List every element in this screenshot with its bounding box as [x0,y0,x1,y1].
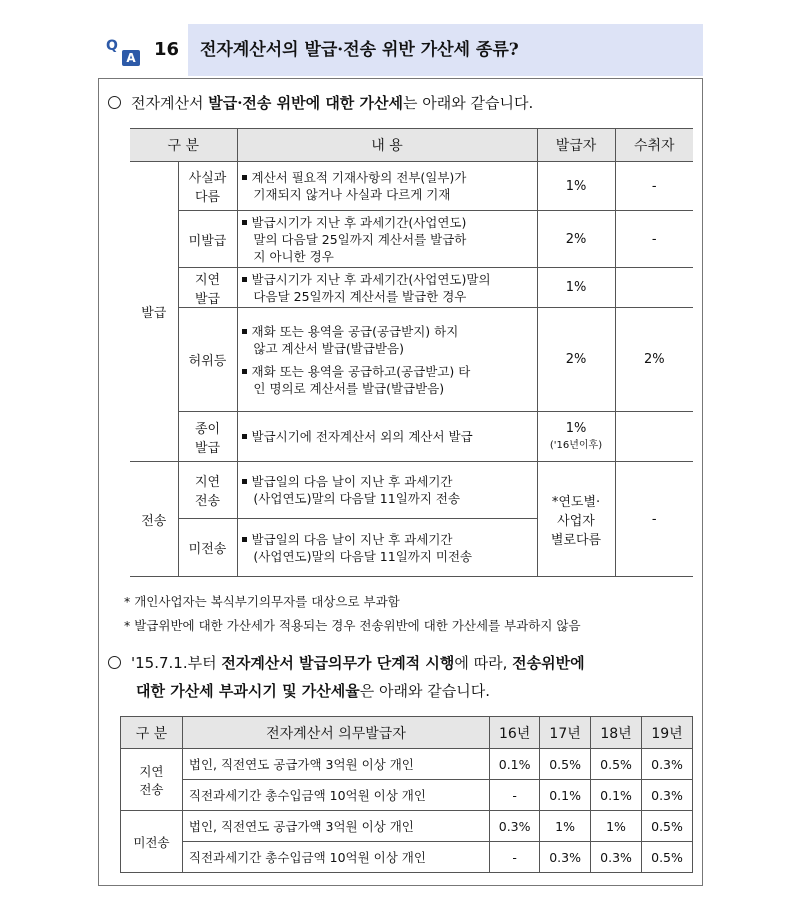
row-receiver [615,412,693,462]
bullet-1 [108,92,533,113]
who-cell: 직전과세기간 총수입금액 10억원 이상 개인 [182,780,489,811]
rate-table [120,716,693,873]
group-delay-send: 지연 전송 [121,749,183,811]
rate-cell: 0.3% [642,749,693,780]
send-issuer: *연도별· 사업자 별로다름 [537,462,615,577]
who-cell: 법인, 직전연도 공급가액 3억원 이상 개인 [182,749,489,780]
col-header-16: 16년 [490,717,540,749]
col-header-18: 18년 [591,717,642,749]
row-issuer: 1% ('16년이후) [537,412,615,462]
row-content: 계산서 필요적 기재사항의 전부(일부)가 기재되지 않거나 사실과 다르게 기재 [237,162,537,211]
row-content: 발급시기가 지난 후 과세기간(사업연도)말의 다음달 25일까지 계산서를 발급한 경우 [237,268,537,308]
circle-bullet-icon [108,656,121,669]
bullet-2-pre: '15.7.1.부터 [131,654,222,672]
rate-cell: 0.5% [642,811,693,842]
qa-icon [106,38,144,66]
row-sub-label: 사실과 다름 [178,162,237,211]
question-number: 16 [154,39,180,60]
rate-cell: 0.5% [540,749,591,780]
qa-q-letter: Q [106,38,118,54]
rate-cell: 0.5% [591,749,642,780]
rate-cell: 0.3% [591,842,642,873]
row-content: 발급일의 다음 날이 지난 후 과세기간 (사업연도)말의 다음달 11일까지 미전송 [237,519,537,577]
row-issuer: 1% [537,268,615,308]
rate-cell: 0.5% [642,842,693,873]
col-header-category: 구 분 [121,717,183,749]
row-content: 발급시기가 지난 후 과세기간(사업연도) 말의 다음달 25일까지 계산서를 발급하 지 아니한 경우 [237,211,537,268]
bullet-2-bold2: 전송위반에 [512,654,585,672]
row-sub-label: 지연 발급 [178,268,237,308]
rate-cell: 1% [540,811,591,842]
circle-bullet-icon [108,96,121,109]
rate-cell: 0.3% [490,811,540,842]
group-not-sent: 미전송 [121,811,183,873]
bullet-2-mid: 에 따라, [454,654,513,672]
col-header-receiver: 수취자 [615,129,693,162]
question-title: 전자계산서의 발급·전송 위반 가산세 종류? [188,24,703,76]
col-header-who: 전자계산서 의무발급자 [182,717,489,749]
rate-cell: 0.3% [642,780,693,811]
row-content [237,308,537,412]
bullet-2-line2-post: 은 아래와 같습니다. [359,682,490,700]
bullet-1-post: 는 아래와 같습니다. [403,94,534,112]
row-sub-label: 지연 전송 [178,462,237,519]
rate-cell: 0.1% [591,780,642,811]
bullet-2-line-1 [108,652,585,673]
row-receiver: 2% [615,308,693,412]
group-send: 전송 [130,462,178,577]
row-sub-label: 종이 발급 [178,412,237,462]
qa-a-letter: A [122,50,140,66]
send-receiver: - [615,462,693,577]
row-receiver [615,268,693,308]
col-header-issuer: 발급자 [537,129,615,162]
row-content: 발급시기에 전자계산서 외의 계산서 발급 [237,412,537,462]
row-content-b: 재화 또는 용역을 공급하고(공급받고) 타 인 명의로 계산서를 발급(발급받음) [242,363,533,397]
col-header-19: 19년 [642,717,693,749]
bullet-1-bold: 발급·전송 위반에 대한 가산세 [208,94,403,112]
rate-cell: 1% [591,811,642,842]
rate-cell: - [490,780,540,811]
question-header [98,24,703,76]
rate-cell: 0.3% [540,842,591,873]
who-cell: 직전과세기간 총수입금액 10억원 이상 개인 [182,842,489,873]
rate-cell: - [490,842,540,873]
row-content: 발급일의 다음 날이 지난 후 과세기간 (사업연도)말의 다음달 11일까지 전송 [237,462,537,519]
rate-cell: 0.1% [490,749,540,780]
row-sub-label: 허위등 [178,308,237,412]
who-cell: 법인, 직전연도 공급가액 3억원 이상 개인 [182,811,489,842]
group-issue: 발급 [130,162,178,462]
col-header-category: 구 분 [130,129,237,162]
bullet-2-line2-bold: 대한 가산세 부과시기 및 가산세율 [136,682,360,700]
row-sub-label: 미전송 [178,519,237,577]
note-2: * 발급위반에 대한 가산세가 적용되는 경우 전송위반에 대한 가산세를 부과하지 않음 [124,618,581,633]
violation-table [130,128,693,577]
row-receiver: - [615,162,693,211]
note-1: * 개인사업자는 복식부기의무자를 대상으로 부과함 [124,594,400,609]
col-header-17: 17년 [540,717,591,749]
row-receiver: - [615,211,693,268]
row-issuer: 2% [537,308,615,412]
bullet-1-pre: 전자계산서 [131,94,209,112]
row-issuer: 1% [537,162,615,211]
row-sub-label: 미발급 [178,211,237,268]
bullet-2-line-2 [136,680,490,701]
col-header-content: 내 용 [237,129,537,162]
rate-cell: 0.1% [540,780,591,811]
row-issuer: 2% [537,211,615,268]
row-content-a: 재화 또는 용역을 공급(공급받지) 하지 않고 계산서 발급(발급받음) [242,323,533,357]
bullet-2-bold: 전자계산서 발급의무가 단계적 시행 [221,654,455,672]
